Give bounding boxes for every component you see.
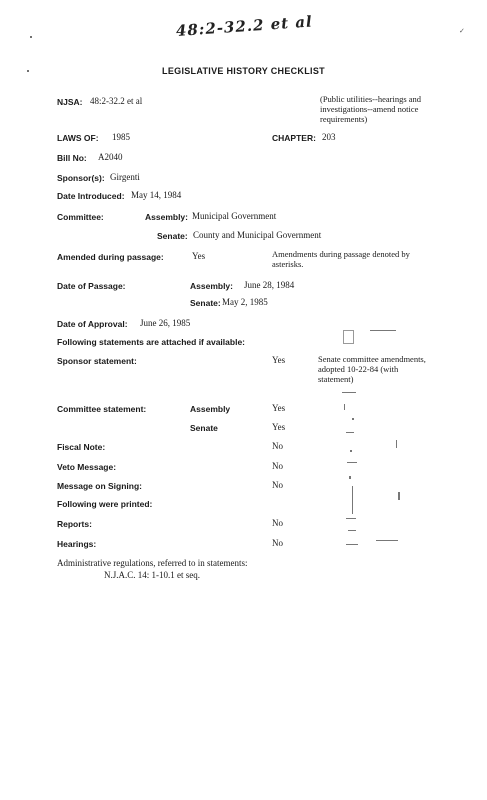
- handwritten-reference: 48:2-32.2 et al: [175, 12, 314, 40]
- sponsor-statement-value: Yes: [272, 355, 286, 365]
- date-of-approval-value: June 26, 1985: [140, 318, 191, 328]
- committee-statement-assembly-value: Yes: [272, 403, 286, 413]
- passage-assembly-label: Assembly:: [190, 281, 233, 291]
- committee-statement-label: Committee statement:: [57, 404, 147, 414]
- njsa-value: 48:2-32.2 et al: [90, 96, 143, 106]
- chapter-label: CHAPTER:: [272, 133, 316, 143]
- passage-senate-label: Senate:: [190, 298, 221, 308]
- sponsors-label: Sponsor(s):: [57, 173, 105, 183]
- page-title: LEGISLATIVE HISTORY CHECKLIST: [162, 66, 325, 76]
- bill-no-value: A2040: [98, 152, 123, 162]
- chapter-value: 203: [322, 132, 336, 142]
- bill-no-label: Bill No:: [57, 153, 87, 163]
- committee-senate-label: Senate:: [157, 231, 188, 241]
- date-of-passage-label: Date of Passage:: [57, 281, 126, 291]
- fiscal-note-label: Fiscal Note:: [57, 442, 106, 452]
- committee-statement-senate-value: Yes: [272, 422, 286, 432]
- fiscal-note-value: No: [272, 441, 283, 451]
- laws-of-value: 1985: [112, 132, 130, 142]
- subject-note: (Public utilities--hearings and investigations--amend notice requirements): [320, 94, 422, 124]
- committee-statement-assembly-label: Assembly: [190, 404, 231, 414]
- message-on-signing-value: No: [272, 480, 283, 490]
- amended-label: Amended during passage:: [57, 252, 164, 262]
- reports-label: Reports:: [57, 519, 92, 529]
- date-introduced-value: May 14, 1984: [131, 190, 182, 200]
- statements-heading: Following statements are attached if available:: [57, 337, 245, 347]
- hearings-label: Hearings:: [57, 539, 97, 549]
- committee-assembly-label: Assembly:: [145, 212, 188, 222]
- sponsors-value: Girgenti: [110, 172, 140, 182]
- passage-senate-value: May 2, 1985: [222, 297, 268, 307]
- message-on-signing-label: Message on Signing:: [57, 481, 143, 491]
- committee-label: Committee:: [57, 212, 104, 222]
- printed-heading: Following were printed:: [57, 499, 153, 509]
- veto-message-label: Veto Message:: [57, 462, 117, 472]
- scan-mark: ✓: [459, 27, 465, 35]
- committee-senate-value: County and Municipal Government: [193, 230, 322, 240]
- sponsor-statement-note: Senate committee amendments, adopted 10-22-84 (with statement): [318, 354, 426, 384]
- amended-value: Yes: [192, 251, 206, 261]
- hearings-value: No: [272, 538, 283, 548]
- date-of-approval-label: Date of Approval:: [57, 319, 128, 329]
- veto-message-value: No: [272, 461, 283, 471]
- date-introduced-label: Date Introduced:: [57, 191, 125, 201]
- admin-regs-line2: N.J.A.C. 14: 1-10.1 et seq.: [104, 570, 200, 580]
- reports-value: No: [272, 518, 283, 528]
- passage-assembly-value: June 28, 1984: [244, 280, 295, 290]
- committee-statement-senate-label: Senate: [190, 423, 218, 433]
- laws-of-label: LAWS OF:: [57, 133, 99, 143]
- admin-regs-line1: Administrative regulations, referred to in statements:: [57, 558, 248, 568]
- scan-dot: [30, 36, 32, 38]
- njsa-label: NJSA:: [57, 97, 83, 107]
- sponsor-statement-label: Sponsor statement:: [57, 356, 137, 366]
- committee-assembly-value: Municipal Government: [192, 211, 277, 221]
- amended-note: Amendments during passage denoted by asterisks.: [272, 249, 410, 269]
